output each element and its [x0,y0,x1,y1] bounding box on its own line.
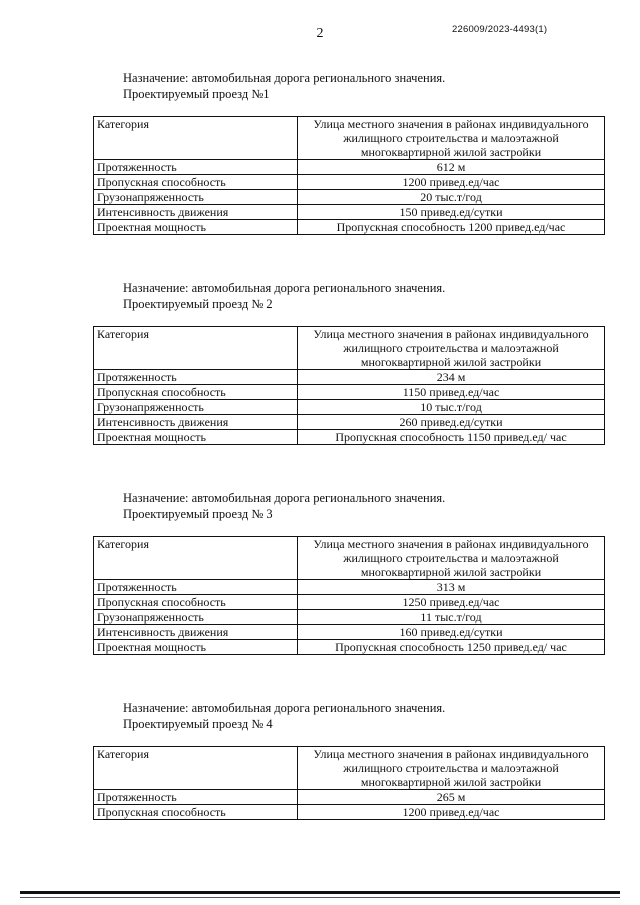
table-row [94,370,605,385]
table-row [94,175,605,190]
row-value: Улица местного значения в районах индивидуального жилищного строительства и малоэтажной многоквартирной жилой застройки [298,117,605,160]
row-value: Пропускная способность 1250 привед.ед/ час [298,640,605,655]
road-parameters-table [93,116,605,235]
page-number: 2 [316,26,324,41]
table-row [94,190,605,205]
row-label: Проектная мощность [94,640,298,655]
road-parameters-table [93,326,605,445]
row-value: 234 м [298,370,605,385]
section-purpose: Назначение: автомобильная дорога регионального значения. [123,491,446,505]
row-value: 11 тыс.т/год [298,610,605,625]
table-row [94,790,605,805]
table-row [94,220,605,235]
table-row [94,625,605,640]
row-label: Протяженность [94,160,298,175]
page-bottom-border-thin [20,897,620,898]
table-row [94,640,605,655]
row-value: 160 привед.ед/сутки [298,625,605,640]
row-label: Пропускная способность [94,595,298,610]
row-value: Улица местного значения в районах индивидуального жилищного строительства и малоэтажной многоквартирной жилой застройки [298,747,605,790]
row-label: Проектная мощность [94,430,298,445]
row-value: Пропускная способность 1200 привед.ед/час [298,220,605,235]
row-label: Категория [94,537,298,580]
row-value: 150 привед.ед/сутки [298,205,605,220]
road-section-1 [93,70,605,235]
row-value: 1200 привед.ед/час [298,805,605,820]
road-section-2 [93,280,605,445]
row-value: 20 тыс.т/год [298,190,605,205]
row-label: Грузонапряженность [94,190,298,205]
row-value: 1200 привед.ед/час [298,175,605,190]
section-title: Проектируемый проезд № 4 [123,717,273,731]
row-label: Пропускная способность [94,385,298,400]
row-label: Грузонапряженность [94,400,298,415]
row-label: Грузонапряженность [94,610,298,625]
row-label: Категория [94,327,298,370]
row-value: 1150 привед.ед/час [298,385,605,400]
row-label: Протяженность [94,580,298,595]
row-value: 612 м [298,160,605,175]
table-row [94,805,605,820]
table-row [94,385,605,400]
row-label: Категория [94,117,298,160]
table-row [94,117,605,160]
row-label: Категория [94,747,298,790]
row-label: Протяженность [94,790,298,805]
row-value: 1250 привед.ед/час [298,595,605,610]
row-value: Пропускная способность 1150 привед.ед/ час [298,430,605,445]
table-row [94,430,605,445]
table-row [94,537,605,580]
document-id: 226009/2023-4493(1) [452,24,548,35]
row-value: 260 привед.ед/сутки [298,415,605,430]
row-value: Улица местного значения в районах индивидуального жилищного строительства и малоэтажной многоквартирной жилой застройки [298,327,605,370]
row-label: Протяженность [94,370,298,385]
table-row [94,610,605,625]
section-title: Проектируемый проезд № 2 [123,297,273,311]
road-section-3 [93,490,605,655]
section-title: Проектируемый проезд № 3 [123,507,273,521]
row-label: Пропускная способность [94,175,298,190]
road-section-4 [93,700,605,820]
road-parameters-table [93,746,605,820]
row-label: Интенсивность движения [94,625,298,640]
section-purpose: Назначение: автомобильная дорога регионального значения. [123,281,446,295]
section-title: Проектируемый проезд №1 [123,87,270,101]
row-value: Улица местного значения в районах индивидуального жилищного строительства и малоэтажной многоквартирной жилой застройки [298,537,605,580]
section-purpose: Назначение: автомобильная дорога регионального значения. [123,701,446,715]
table-row [94,747,605,790]
row-value: 313 м [298,580,605,595]
table-row [94,580,605,595]
row-value: 265 м [298,790,605,805]
row-value: 10 тыс.т/год [298,400,605,415]
section-purpose: Назначение: автомобильная дорога регионального значения. [123,71,446,85]
table-row [94,327,605,370]
table-row [94,595,605,610]
row-label: Проектная мощность [94,220,298,235]
row-label: Пропускная способность [94,805,298,820]
table-row [94,400,605,415]
road-parameters-table [93,536,605,655]
row-label: Интенсивность движения [94,205,298,220]
table-row [94,415,605,430]
row-label: Интенсивность движения [94,415,298,430]
table-row [94,160,605,175]
page-bottom-border [20,891,620,894]
table-row [94,205,605,220]
